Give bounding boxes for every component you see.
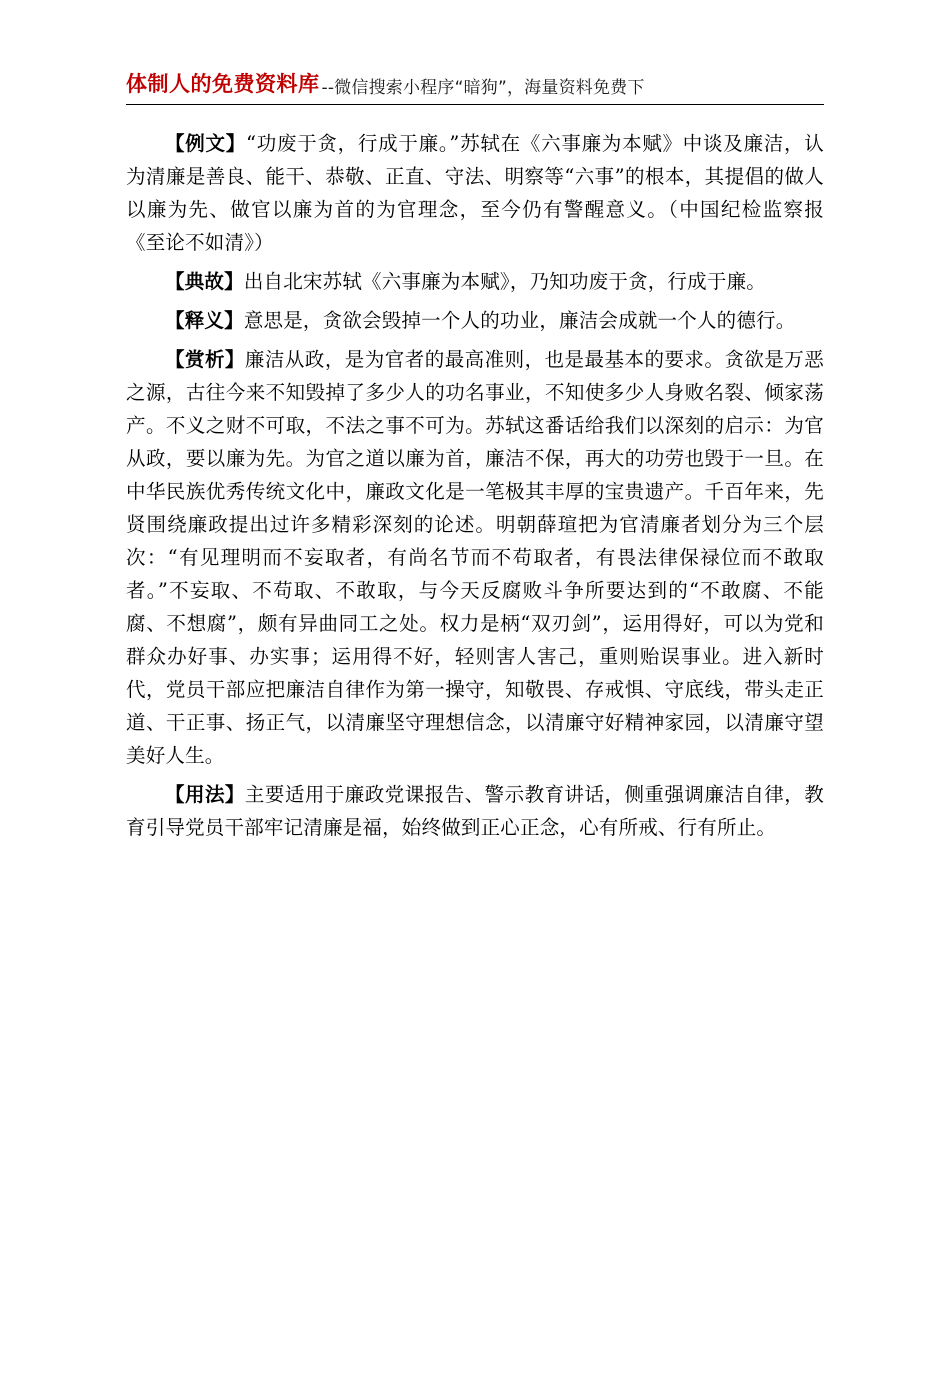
header-brand-text: 体制人的免费资料库 (126, 72, 320, 96)
paragraph-usage (126, 778, 824, 844)
document-body (126, 127, 824, 844)
header-note-text: --微信搜索小程序“暗狗”，海量资料免费下 (321, 78, 645, 98)
paragraph-tag: 【用法】 (165, 783, 245, 806)
paragraph-text: 意思是，贪欲会毁掉一个人的功业，廉洁会成就一个人的德行。 (243, 309, 796, 332)
page-header (126, 56, 824, 98)
paragraph-text: “功废于贪，行成于廉。”苏轼在《六事廉为本赋》中谈及廉洁，认为清廉是善良、能干、恭敬、正直、守法、明察等“六事”的根本，其提倡的做人以廉为先、做官以廉为首的为官理念，至今仍有警醒意义。（中国纪检监察报《至论不如清》） (126, 132, 824, 254)
paragraph-allusion (126, 265, 824, 298)
header-divider (126, 104, 824, 105)
paragraph-appreciation (126, 343, 824, 772)
paragraph-example (126, 127, 824, 259)
paragraph-text: 出自北宋苏轼《六事廉为本赋》，乃知功废于贪，行成于廉。 (243, 270, 766, 293)
paragraph-tag: 【典故】 (165, 270, 244, 293)
document-page (0, 56, 950, 1400)
paragraph-definition (126, 304, 824, 337)
paragraph-tag: 【释义】 (165, 309, 244, 332)
paragraph-text: 主要适用于廉政党课报告、警示教育讲话，侧重强调廉洁自律，教育引导党员干部牢记清廉是福，始终做到正心正念，心有所戒、行有所止。 (126, 783, 824, 839)
paragraph-text: 廉洁从政，是为官者的最高准则，也是最基本的要求。贪欲是万恶之源，古往今来不知毁掉了多少人的功名事业，不知使多少人身败名裂、倾家荡产。不义之财不可取，不法之事不可为。苏轼这番话给我们以深刻的启示：为官从政，要以廉为先。为官之道以廉为首，廉洁不保，再大的功劳也毁于一旦。在中华民族优秀传统文化中，廉政文化是一笔极其丰厚的宝贵遗产。千百年来，先贤围绕廉政提出过许多精彩深刻的论述。明朝薛瑄把为官清廉者划分为三个层次：“有见理明而不妄取者，有尚名节而不苟取者，有畏法律保禄位而不敢取者。”不妄取、不苟取、不敢取，与今天反腐败斗争所要达到的“不敢腐、不能腐、不想腐”，颇有异曲同工之处。权力是柄“双刃剑”，运用得好，可以为党和群众办好事、办实事；运用得不好，轻则害人害己，重则贻误事业。进入新时代，党员干部应把廉洁自律作为第一操守，知敬畏、存戒惧、守底线，带头走正道、干正事、扬正气，以清廉坚守理想信念，以清廉守好精神家园，以清廉守望美好人生。 (126, 348, 824, 767)
paragraph-tag: 【赏析】 (165, 348, 245, 371)
paragraph-tag: 【例文】 (165, 132, 246, 155)
